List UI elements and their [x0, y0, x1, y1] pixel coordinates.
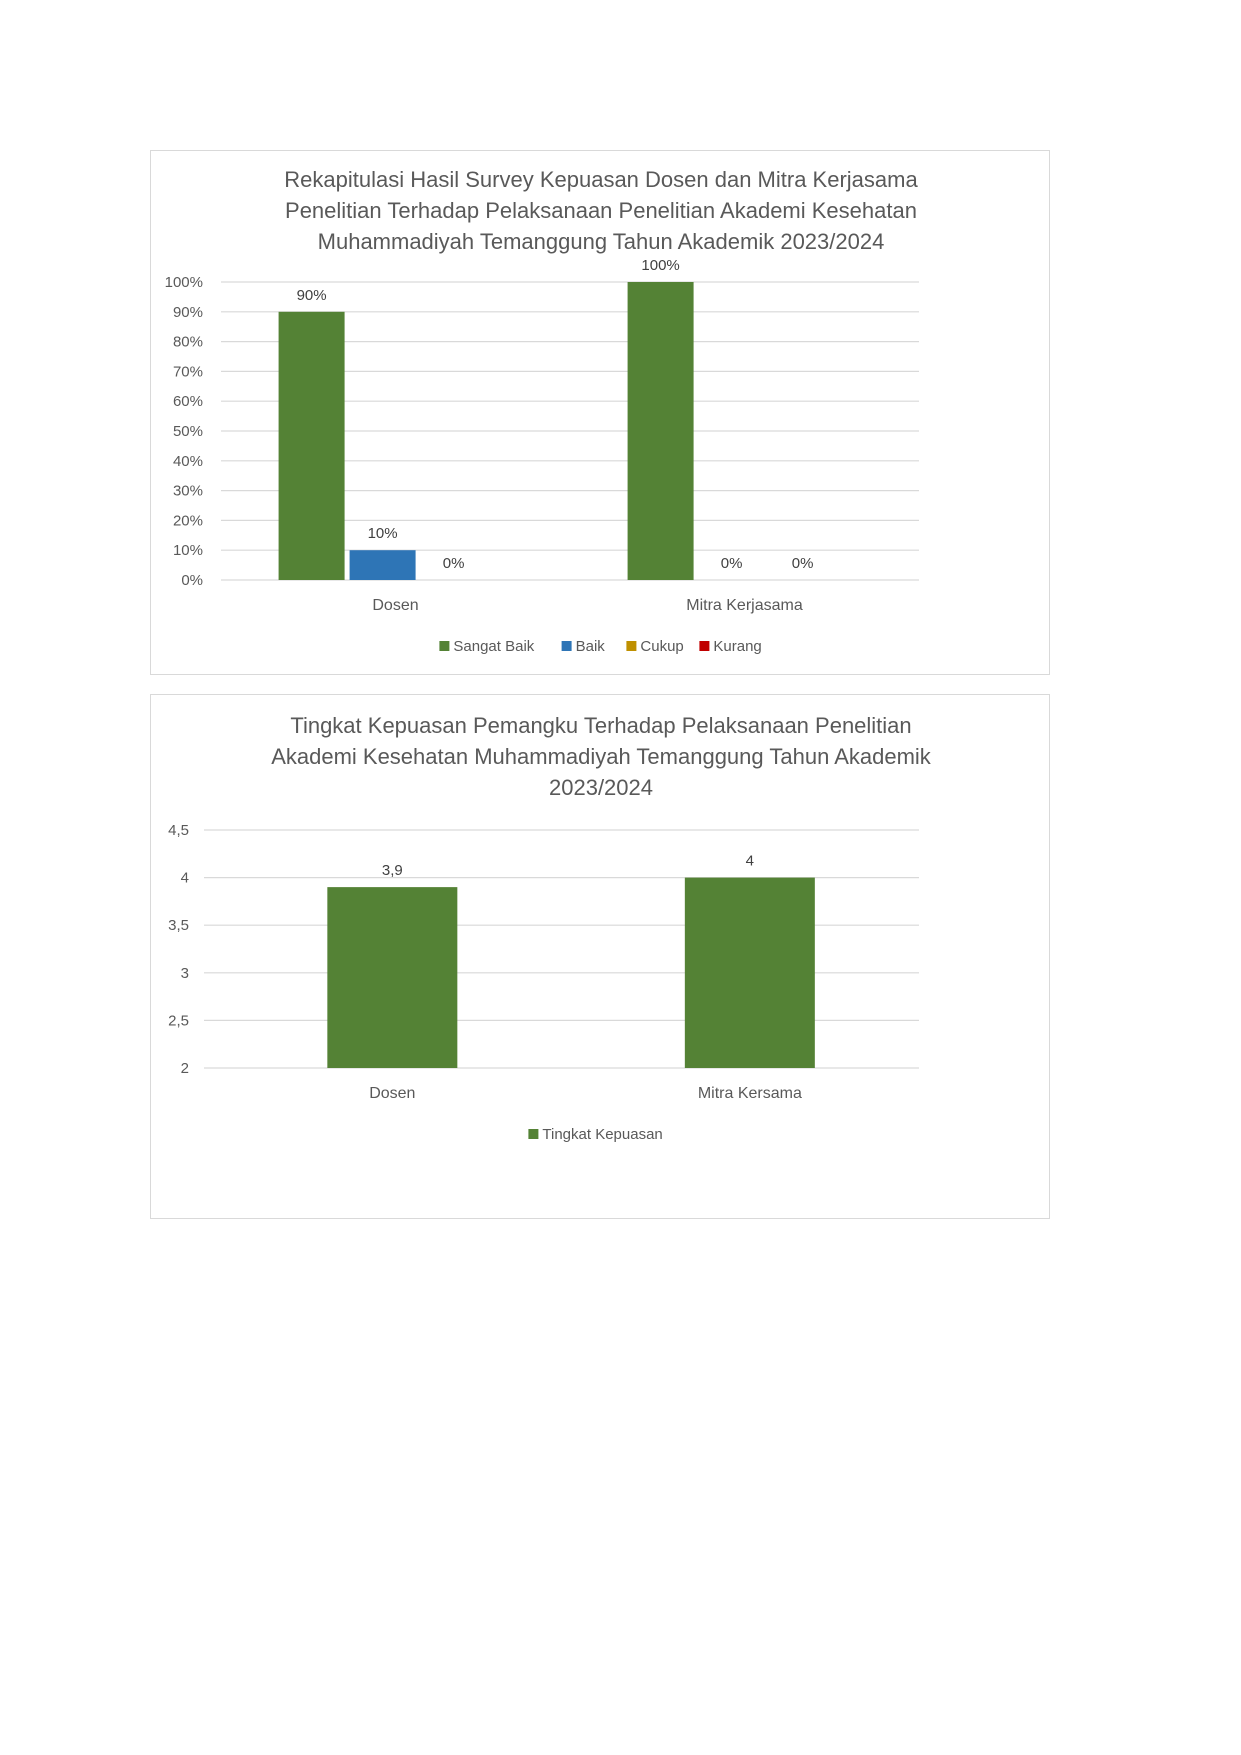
- x-category-label: Dosen: [369, 1085, 416, 1102]
- y-tick-label: 60%: [172, 393, 203, 411]
- data-label: 100%: [641, 257, 680, 274]
- y-tick-label: 4,5: [168, 822, 189, 839]
- chart-1-svg: [151, 151, 1051, 676]
- y-tick-label: 20%: [172, 512, 203, 530]
- data-label: 3,9: [381, 862, 403, 880]
- data-label: 0%: [791, 555, 814, 572]
- chart-title-line: Muhammadiyah Temanggung Tahun Akademik 2023/2024: [317, 229, 885, 254]
- x-category-label: Mitra Kerjasama: [686, 597, 803, 614]
- data-label: 10%: [367, 525, 398, 543]
- y-tick-label: 0%: [181, 572, 203, 589]
- y-tick-label: 3: [180, 964, 189, 982]
- x-category-label: Dosen: [372, 597, 419, 614]
- chart-title-line: Akademi Kesehatan Muhammadiyah Temanggung Tahun Akademik: [271, 744, 931, 769]
- y-tick-label: 2,5: [168, 1012, 189, 1030]
- chart-satisfaction-level: [150, 694, 1050, 1219]
- legend-label: Cukup: [640, 638, 684, 655]
- y-tick-label: 50%: [172, 423, 203, 440]
- y-tick-label: 3,5: [168, 917, 189, 935]
- data-label: 90%: [296, 286, 327, 304]
- legend-swatch: [562, 641, 572, 651]
- legend-swatch: [699, 641, 709, 651]
- bar-baik-dosen: [350, 550, 416, 580]
- y-tick-label: 4: [180, 869, 189, 887]
- legend-swatch: [626, 641, 636, 651]
- y-tick-label: 90%: [172, 303, 203, 321]
- y-tick-label: 80%: [172, 333, 203, 351]
- legend-swatch: [528, 1129, 538, 1139]
- y-tick-label: 100%: [164, 274, 203, 291]
- bar-tingkat-kepuasan-mitra-kersama: [685, 878, 815, 1068]
- bar-sangat-baik-mitra-kerjasama: [628, 282, 694, 580]
- legend-label: Kurang: [713, 638, 762, 655]
- legend-label: Baik: [575, 638, 605, 655]
- chart-title-line: Rekapitulasi Hasil Survey Kepuasan Dosen dan Mitra Kerjasama: [284, 167, 918, 192]
- y-tick-label: 40%: [172, 452, 203, 470]
- legend-swatch: [439, 641, 449, 651]
- legend-label: Sangat Baik: [453, 638, 535, 655]
- chart-satisfaction-survey: [150, 150, 1050, 675]
- bar-sangat-baik-dosen: [279, 312, 345, 580]
- y-tick-label: 2: [180, 1060, 189, 1077]
- y-tick-label: 70%: [172, 363, 203, 381]
- y-tick-label: 10%: [172, 542, 203, 560]
- y-tick-label: 30%: [172, 482, 203, 500]
- data-label: 4: [745, 852, 755, 870]
- chart-title-line: 2023/2024: [549, 775, 653, 800]
- chart-title-line: Penelitian Terhadap Pelaksanaan Penelitian Akademi Kesehatan: [285, 198, 917, 223]
- chart-title-line: Tingkat Kepuasan Pemangku Terhadap Pelaksanaan Penelitian: [290, 713, 912, 738]
- x-category-label: Mitra Kersama: [697, 1085, 802, 1102]
- data-label: 0%: [442, 555, 465, 572]
- legend-label: Tingkat Kepuasan: [542, 1126, 663, 1143]
- data-label: 0%: [720, 555, 743, 572]
- chart-2-svg: [151, 695, 1051, 1220]
- bar-tingkat-kepuasan-dosen: [327, 887, 457, 1068]
